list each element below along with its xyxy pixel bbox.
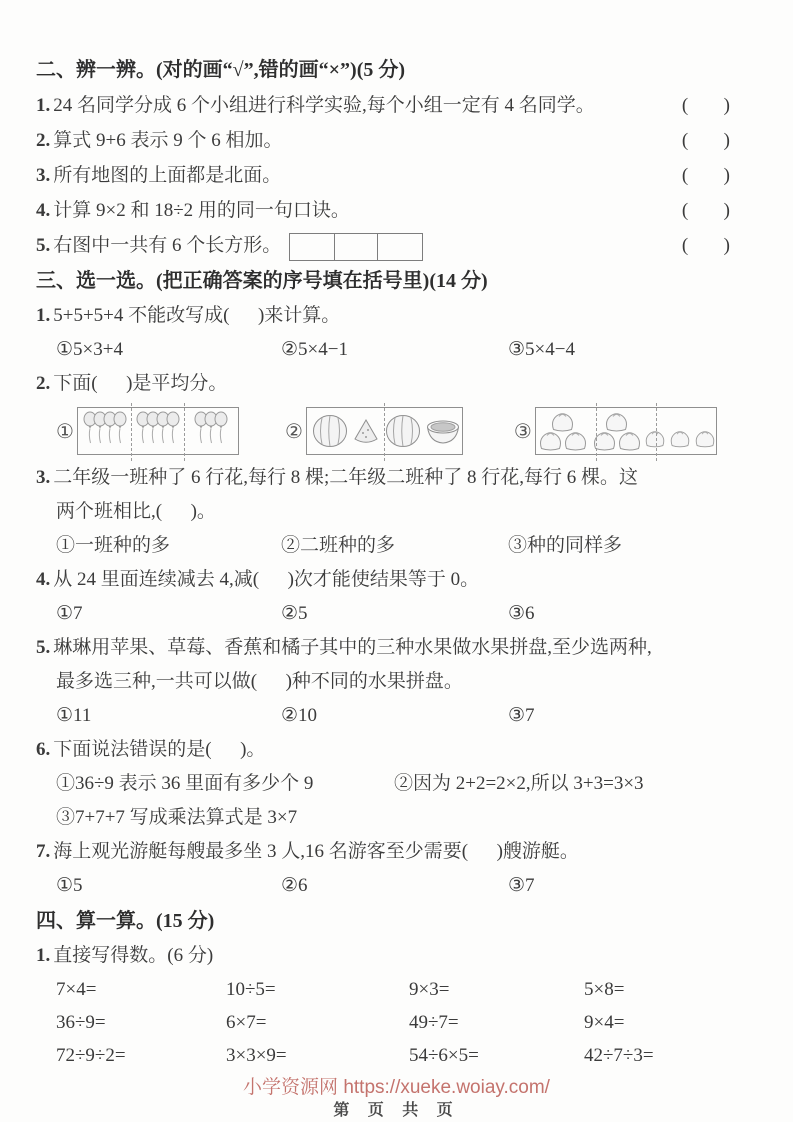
- question-number: 3.: [36, 165, 51, 186]
- bun-icon: [604, 411, 629, 432]
- answer-bracket: ( ): [681, 95, 731, 116]
- option-3: ③6: [508, 603, 535, 624]
- watermelons-figure: [306, 407, 463, 455]
- option-2: ②二班种的多: [281, 535, 396, 556]
- answer-bracket: ( ): [681, 165, 731, 186]
- answer-bracket: ( ): [681, 200, 731, 221]
- figure-option-2: [285, 407, 463, 455]
- question-text: 海上观光游艇每艘最多坐 3 人,16 名游客至少需要( )艘游艇。: [53, 841, 579, 862]
- question-text: 算式 9+6 表示 9 个 6 相加。: [53, 130, 283, 151]
- buns-figure: [535, 407, 717, 455]
- balloon-icon: [166, 411, 180, 449]
- question-text: 5+5+5+4 不能改写成( )来计算。: [53, 305, 341, 326]
- option-2: ②10: [281, 705, 318, 726]
- question-text: 所有地图的上面都是北面。: [53, 165, 282, 186]
- mc-question-5-options: [36, 699, 757, 733]
- calc-expression: 72÷9÷2=: [56, 1045, 126, 1066]
- divided-rectangle-figure: [289, 233, 423, 261]
- mc-question-7: [36, 835, 757, 869]
- balloon-icon: [113, 411, 127, 449]
- tf-item-4: [36, 193, 757, 228]
- mc-question-2: [36, 367, 757, 401]
- option-2: ②5: [281, 603, 308, 624]
- mc-question-1: [36, 299, 757, 333]
- option-3: ③7: [508, 875, 535, 896]
- question-number: 1.: [36, 945, 51, 966]
- calc-expression: 9×4=: [584, 1012, 625, 1033]
- option-2: ②6: [281, 875, 308, 896]
- mc-question-2-figures: [36, 401, 757, 461]
- calc-expression: 36÷9=: [56, 1012, 106, 1033]
- bun-icon: [538, 430, 563, 451]
- mc-question-6: [36, 733, 757, 767]
- option-1: ①一班种的多: [56, 535, 171, 556]
- option-1: ①7: [56, 603, 83, 624]
- dashed-divider: [596, 403, 597, 461]
- option-3: ③7+7+7 写成乘法算式是 3×7: [56, 807, 298, 828]
- watermelon-icon: [312, 414, 348, 448]
- option-2: ②因为 2+2=2×2,所以 3+3=3×3: [394, 773, 644, 794]
- calc-expression: 7×4=: [56, 979, 97, 1000]
- balloon-icon: [214, 411, 228, 449]
- calc-expression: 6×7=: [226, 1012, 267, 1033]
- circled-1-label: ①: [56, 420, 74, 443]
- tf-item-2: [36, 123, 757, 158]
- question-text: 琳琳用苹果、草莓、香蕉和橘子其中的三种水果做水果拼盘,至少选两种,: [53, 637, 652, 658]
- dashed-divider: [384, 403, 385, 461]
- question-text: 24 名同学分成 6 个小组进行科学实验,每个小组一定有 4 名同学。: [53, 95, 595, 116]
- option-3: ③种的同样多: [508, 535, 623, 556]
- calc-row-2: [36, 1006, 757, 1039]
- circled-2-label: ②: [284, 420, 303, 443]
- question-text: 直接写得数。(6 分): [53, 945, 214, 966]
- question-number: 5.: [36, 637, 51, 658]
- question-number: 1.: [36, 95, 51, 116]
- option-1: ①36÷9 表示 36 里面有多少个 9: [56, 773, 314, 794]
- tf-item-3: [36, 158, 757, 193]
- mc-question-5-line2: [36, 665, 757, 699]
- question-number: 3.: [36, 467, 51, 488]
- question-text: 两个班相比,( )。: [56, 501, 216, 522]
- footer-site-link[interactable]: 小学资源网 https://xueke.woiay.com/: [243, 1077, 550, 1098]
- question-text: 右图中一共有 6 个长方形。: [53, 235, 282, 256]
- bun-icon: [550, 411, 575, 432]
- question-text: 下面说法错误的是( )。: [53, 739, 266, 760]
- question-number: 4.: [36, 569, 51, 590]
- option-1: ①5×3+4: [56, 339, 123, 360]
- section-4-heading: 四、算一算。(15 分): [36, 910, 215, 932]
- option-1: ①11: [56, 705, 92, 726]
- option-3: ③5×4−4: [508, 339, 575, 360]
- option-1: ①5: [56, 875, 83, 896]
- question-text: 下面( )是平均分。: [53, 373, 228, 394]
- tf-item-5: [36, 228, 757, 263]
- bun-icon: [669, 429, 691, 448]
- question-number: 5.: [36, 235, 51, 256]
- question-number: 2.: [36, 373, 51, 394]
- section-2-heading: 二、辨一辨。(对的画“√”,错的画“×”)(5 分): [36, 59, 406, 81]
- calc-expression: 54÷6×5=: [409, 1045, 479, 1066]
- section-3-heading: 三、选一选。(把正确答案的序号填在括号里)(14 分): [36, 270, 488, 292]
- calc-expression: 3×3×9=: [226, 1045, 287, 1066]
- mc-question-3-line2: [36, 495, 757, 529]
- question-text: 二年级一班种了 6 行花,每行 8 棵;二年级二班种了 8 行花,每行 6 棵。这: [53, 467, 639, 488]
- question-text: 计算 9×2 和 18÷2 用的同一句口诀。: [53, 200, 350, 221]
- option-3: ③7: [508, 705, 535, 726]
- bun-icon: [563, 430, 588, 451]
- mc-question-7-options: [36, 869, 757, 903]
- mc-question-3-line1: [36, 461, 757, 495]
- calc-row-3: [36, 1039, 757, 1072]
- watermelon-bowl-icon: [425, 418, 461, 445]
- figure-option-3: [514, 407, 717, 455]
- mc-question-5-line1: [36, 631, 757, 665]
- question-text: 最多选三种,一共可以做( )种不同的水果拼盘。: [56, 671, 463, 692]
- mc-question-6-option-3: [36, 801, 757, 835]
- mc-question-4-options: [36, 597, 757, 631]
- question-number: 6.: [36, 739, 51, 760]
- mc-question-1-options: [36, 333, 757, 367]
- dashed-divider: [131, 403, 132, 461]
- watermelon-slice-icon: [352, 417, 380, 445]
- bun-icon: [694, 429, 716, 448]
- mc-question-4: [36, 563, 757, 597]
- balloons-figure: [77, 407, 239, 455]
- calc-expression: 49÷7=: [409, 1012, 459, 1033]
- calc-row-1: [36, 973, 757, 1006]
- question-text: 从 24 里面连续减去 4,减( )次才能使结果等于 0。: [53, 569, 480, 590]
- question-number: 7.: [36, 841, 51, 862]
- dashed-divider: [656, 403, 657, 461]
- question-number: 1.: [36, 305, 51, 326]
- tf-item-1: [36, 88, 757, 123]
- answer-bracket: ( ): [681, 130, 731, 151]
- question-number: 2.: [36, 130, 51, 151]
- calc-expression: 42÷7÷3=: [584, 1045, 654, 1066]
- mc-question-3-options: [36, 529, 757, 563]
- bun-icon: [617, 430, 642, 451]
- calc-expression: 5×8=: [584, 979, 625, 1000]
- calc-expression: 9×3=: [409, 979, 450, 1000]
- dashed-divider: [184, 403, 185, 461]
- question-number: 4.: [36, 200, 51, 221]
- calc-expression: 10÷5=: [226, 979, 276, 1000]
- figure-option-1: [56, 407, 239, 455]
- option-2: ②5×4−1: [281, 339, 348, 360]
- mc-question-6-options: [36, 767, 757, 801]
- circled-3-label: ③: [513, 420, 532, 443]
- answer-bracket: ( ): [681, 235, 731, 256]
- calc-subsection-heading: [36, 939, 757, 973]
- watermelon-icon: [385, 414, 421, 448]
- footer-page-indicator: 第 页 共 页: [333, 1102, 460, 1119]
